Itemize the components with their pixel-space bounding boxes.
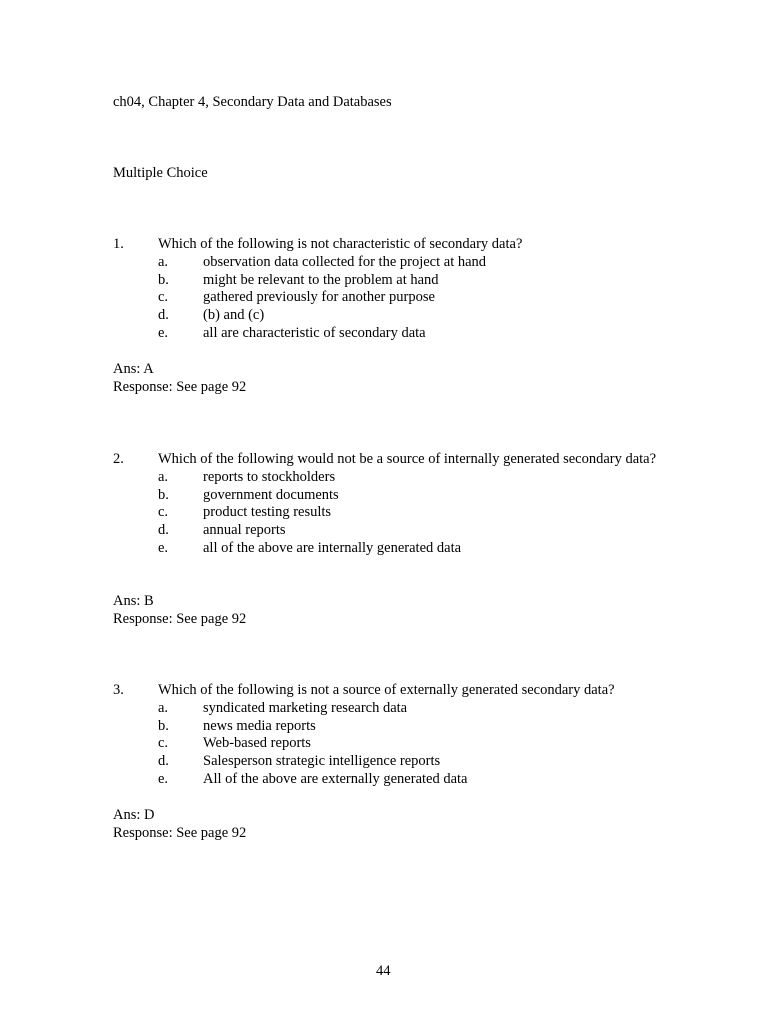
question-text: Which of the following would not be a source of internally generated secondary data? — [158, 451, 657, 467]
option-text: Web-based reports — [203, 735, 311, 752]
option-letter: e. — [158, 539, 169, 556]
option-b — [113, 487, 673, 505]
answer-key: Ans: B — [113, 593, 154, 609]
option-a — [113, 254, 673, 272]
option-letter: e. — [158, 770, 169, 787]
option-d — [113, 753, 673, 771]
option-text: all are characteristic of secondary data — [203, 324, 426, 341]
option-text: government documents — [203, 486, 339, 503]
option-letter: c. — [158, 504, 169, 521]
option-text: reports to stockholders — [203, 468, 336, 485]
document-header: ch04, Chapter 4, Secondary Data and Databases — [113, 94, 392, 110]
answer-key: Ans: D — [113, 807, 155, 823]
question-3 — [113, 682, 673, 789]
option-letter: c. — [158, 735, 169, 752]
option-text: annual reports — [203, 522, 286, 539]
answer-block-1 — [113, 361, 246, 397]
option-c — [113, 735, 673, 753]
option-letter: d. — [158, 522, 169, 539]
option-text: all of the above are internally generated data — [203, 539, 462, 556]
option-a — [113, 469, 673, 487]
question-number: 3. — [113, 682, 124, 698]
option-letter: e. — [158, 324, 169, 341]
option-e — [113, 540, 673, 558]
answer-key: Ans: A — [113, 361, 154, 377]
answer-response: Response: See page 92 — [113, 610, 247, 627]
option-letter: a. — [158, 468, 169, 485]
question-number: 2. — [113, 451, 124, 467]
option-text: news media reports — [203, 717, 316, 734]
option-b — [113, 718, 673, 736]
answer-block-3 — [113, 807, 246, 843]
option-letter: b. — [158, 717, 169, 734]
option-d — [113, 307, 673, 325]
option-b — [113, 272, 673, 290]
question-1 — [113, 236, 673, 343]
option-text: observation data collected for the project at hand — [203, 253, 487, 270]
option-letter: c. — [158, 289, 169, 306]
question-number: 1. — [113, 236, 124, 252]
option-text: product testing results — [203, 504, 332, 521]
option-letter: d. — [158, 307, 169, 324]
option-letter: b. — [158, 486, 169, 503]
option-letter: d. — [158, 753, 169, 770]
option-d — [113, 522, 673, 540]
answer-response: Response: See page 92 — [113, 378, 247, 395]
option-e — [113, 771, 673, 789]
page-number: 44 — [376, 963, 391, 979]
answer-block-2 — [113, 593, 246, 629]
option-text: gathered previously for another purpose — [203, 289, 435, 306]
option-letter: b. — [158, 271, 169, 288]
option-text: All of the above are externally generated data — [203, 770, 468, 787]
option-c — [113, 504, 673, 522]
option-e — [113, 325, 673, 343]
option-text: (b) and (c) — [203, 307, 265, 324]
question-text: Which of the following is not a source of externally generated secondary data? — [158, 682, 615, 698]
option-a — [113, 700, 673, 718]
answer-response: Response: See page 92 — [113, 824, 247, 841]
option-letter: a. — [158, 699, 169, 716]
section-title: Multiple Choice — [113, 165, 208, 181]
option-c — [113, 289, 673, 307]
option-text: Salesperson strategic intelligence reports — [203, 753, 441, 770]
option-text: syndicated marketing research data — [203, 699, 408, 716]
option-letter: a. — [158, 253, 169, 270]
question-text: Which of the following is not characteristic of secondary data? — [158, 236, 523, 252]
option-text: might be relevant to the problem at hand — [203, 271, 439, 288]
question-2 — [113, 451, 673, 558]
